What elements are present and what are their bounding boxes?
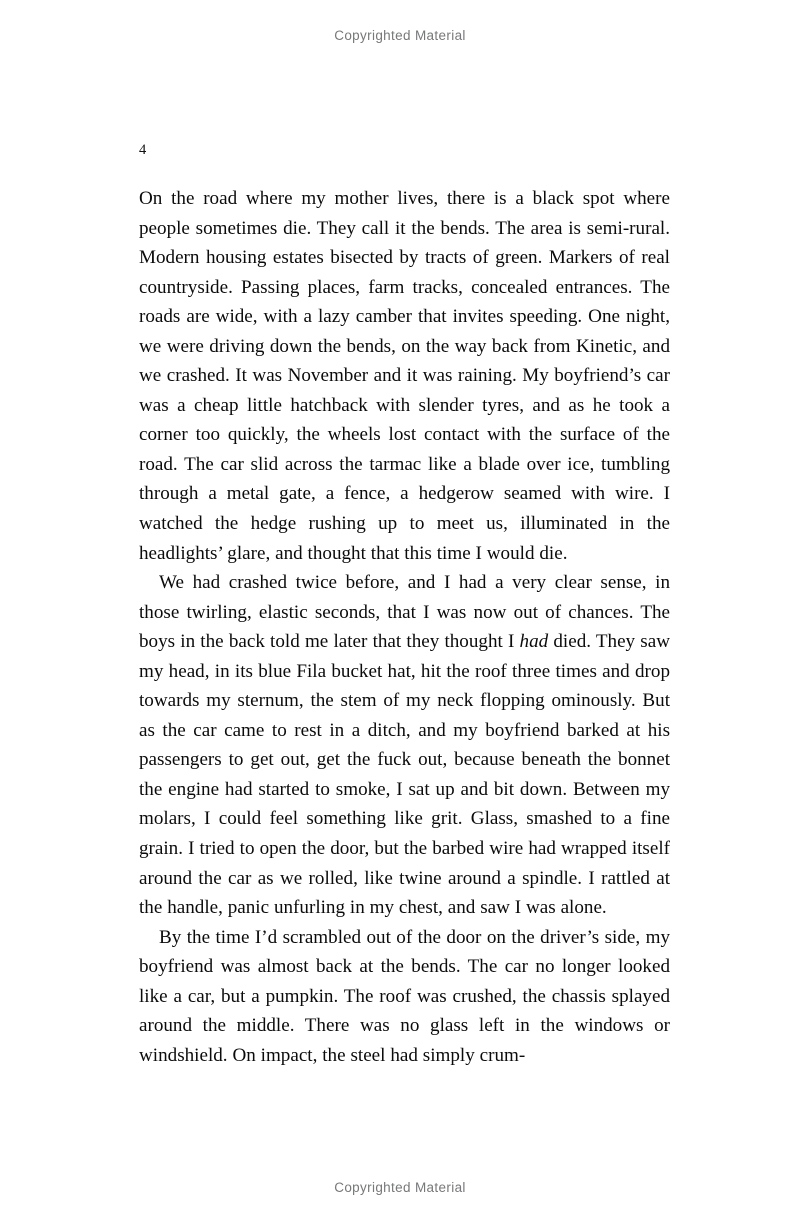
copyright-watermark-bottom: Copyrighted Material: [334, 1180, 466, 1195]
paragraph-1: On the road where my mother lives, there is a black spot where people sometimes die. They call it the bends. The area is semi-rural. Modern housing estates bisected by tracts of green. Markers of real countryside. Passing places, farm tracks, concealed entrances. The roads are wide, with a lazy camber that invites speeding. One night, we were driving down the bends, on the way back from Kinetic, and we crashed. It was November and it was raining. My boyfriend’s car was a cheap little hatchback with slender tyres, and as he took a corner too quickly, the wheels lost contact with the surface of the road. The car slid across the tarmac like a blade over ice, tumbling through a metal gate, a fence, a hedgerow seamed with wire. I watched the hedge rushing up to meet us, illuminated in the headlights’ glare, and thought that this time I would die.: [139, 188, 670, 564]
paragraph-2: We had crashed twice before, and I had a very clear sense, in those twirling, elastic seconds, that I was now out of chances. The boys in the back told me later that they thought I had died. They saw my head, in its blue Fila bucket hat, hit the roof three times and drop towards my sternum, the stem of my neck flopping ominously. But as the car came to rest in a ditch, and my boyfriend barked at his passengers to get out, get the fuck out, because beneath the bonnet the engine had started to smoke, I sat up and bit down. Between my molars, I could feel something like grit. Glass, smashed to a fine grain. I tried to open the door, but the barbed wire had wrapped itself around the car as we rolled, like twine around a spindle. I rattled at the handle, panic unfurling in my chest, and saw I was alone.: [139, 572, 670, 919]
page-number: 4: [139, 142, 147, 158]
body-text-block: [139, 184, 670, 1070]
paragraph-3: By the time I’d scrambled out of the door on the driver’s side, my boyfriend was almost back at the bends. The car no longer looked like a car, but a pumpkin. The roof was crushed, the chassis splayed around the middle. There was no glass left in the windows or windshield. On impact, the steel had simply crum-: [139, 926, 670, 1066]
emphasis-text: had: [519, 631, 549, 653]
copyright-watermark-top: Copyrighted Material: [334, 28, 466, 43]
